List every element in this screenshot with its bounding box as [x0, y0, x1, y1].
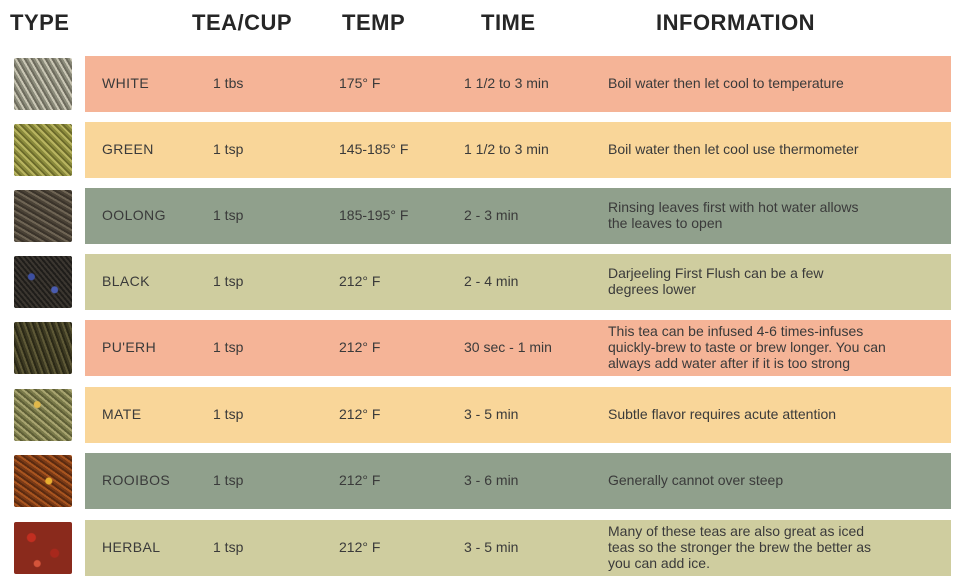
- herbal-tea-leaves-image: [14, 522, 72, 574]
- tea-type-label: HERBAL: [102, 539, 161, 555]
- row-band: [85, 453, 951, 509]
- header-time: TIME: [481, 10, 536, 35]
- row-band: [85, 387, 951, 443]
- table-row: [0, 188, 960, 244]
- table-row: [0, 254, 960, 310]
- steep-time-value: 2 - 4 min: [464, 273, 519, 289]
- information-text: Darjeeling First Flush can be a few degrees lower: [608, 265, 824, 297]
- row-band: [85, 254, 951, 310]
- rooibos-tea-leaves-image: [14, 455, 72, 507]
- temperature-value: 212° F: [339, 539, 381, 555]
- header-information: INFORMATION: [656, 10, 816, 35]
- tea-type-label: BLACK: [102, 273, 150, 289]
- steep-time-value: 3 - 6 min: [464, 472, 519, 488]
- steep-time-value: 3 - 5 min: [464, 539, 519, 555]
- table-header: [0, 0, 960, 46]
- tea-per-cup-value: 1 tsp: [213, 141, 244, 157]
- information-text: This tea can be infused 4-6 times-infuses quickly-brew to taste or brew longer. You can always add water after if it is too strong: [608, 323, 886, 371]
- temperature-value: 185-195° F: [339, 207, 409, 223]
- steep-time-value: 1 1/2 to 3 min: [464, 141, 549, 157]
- temperature-value: 212° F: [339, 339, 381, 355]
- tea-type-label: MATE: [102, 406, 142, 422]
- steep-time-value: 30 sec - 1 min: [464, 339, 552, 355]
- temperature-value: 212° F: [339, 406, 381, 422]
- header-temp: TEMP: [342, 10, 406, 35]
- steep-time-value: 2 - 3 min: [464, 207, 519, 223]
- puerh-tea-leaves-image: [14, 322, 72, 374]
- temperature-value: 212° F: [339, 273, 381, 289]
- tea-type-label: GREEN: [102, 141, 154, 157]
- information-text: Many of these teas are also great as iced teas so the stronger the brew the better as you can add ice.: [608, 523, 872, 571]
- tea-per-cup-value: 1 tsp: [213, 339, 244, 355]
- temperature-value: 145-185° F: [339, 141, 409, 157]
- oolong-tea-leaves-image: [14, 190, 72, 242]
- tea-type-label: WHITE: [102, 75, 150, 91]
- table-row: [0, 520, 960, 576]
- temperature-value: 212° F: [339, 472, 381, 488]
- information-text: Boil water then let cool to temperature: [608, 75, 844, 91]
- green-tea-leaves-image: [14, 124, 72, 176]
- table-row: [0, 453, 960, 509]
- row-band: [85, 188, 951, 244]
- tea-per-cup-value: 1 tbs: [213, 75, 244, 91]
- tea-per-cup-value: 1 tsp: [213, 273, 244, 289]
- tea-per-cup-value: 1 tsp: [213, 207, 244, 223]
- information-text: Boil water then let cool use thermometer: [608, 141, 859, 157]
- tea-per-cup-value: 1 tsp: [213, 472, 244, 488]
- row-band: [85, 56, 951, 112]
- table-row: [0, 56, 960, 112]
- table-row: [0, 122, 960, 178]
- white-tea-leaves-image: [14, 58, 72, 110]
- row-band: [85, 320, 951, 376]
- black-tea-leaves-image: [14, 256, 72, 308]
- header-type: TYPE: [10, 10, 70, 35]
- row-band: [85, 520, 951, 576]
- tea-type-label: ROOIBOS: [102, 472, 171, 488]
- tea-per-cup-value: 1 tsp: [213, 539, 244, 555]
- tea-type-label: OOLONG: [102, 207, 166, 223]
- header-tea-cup: TEA/CUP: [192, 10, 293, 35]
- mate-tea-leaves-image: [14, 389, 72, 441]
- tea-per-cup-value: 1 tsp: [213, 406, 244, 422]
- information-text: Generally cannot over steep: [608, 472, 784, 488]
- information-text: Subtle flavor requires acute attention: [608, 406, 837, 422]
- temperature-value: 175° F: [339, 75, 381, 91]
- row-band: [85, 122, 951, 178]
- steep-time-value: 3 - 5 min: [464, 406, 519, 422]
- table-row: [0, 320, 960, 376]
- information-text: Rinsing leaves first with hot water allows the leaves to open: [608, 199, 859, 231]
- table-row: [0, 387, 960, 443]
- steep-time-value: 1 1/2 to 3 min: [464, 75, 549, 91]
- tea-type-label: PU'ERH: [102, 339, 157, 355]
